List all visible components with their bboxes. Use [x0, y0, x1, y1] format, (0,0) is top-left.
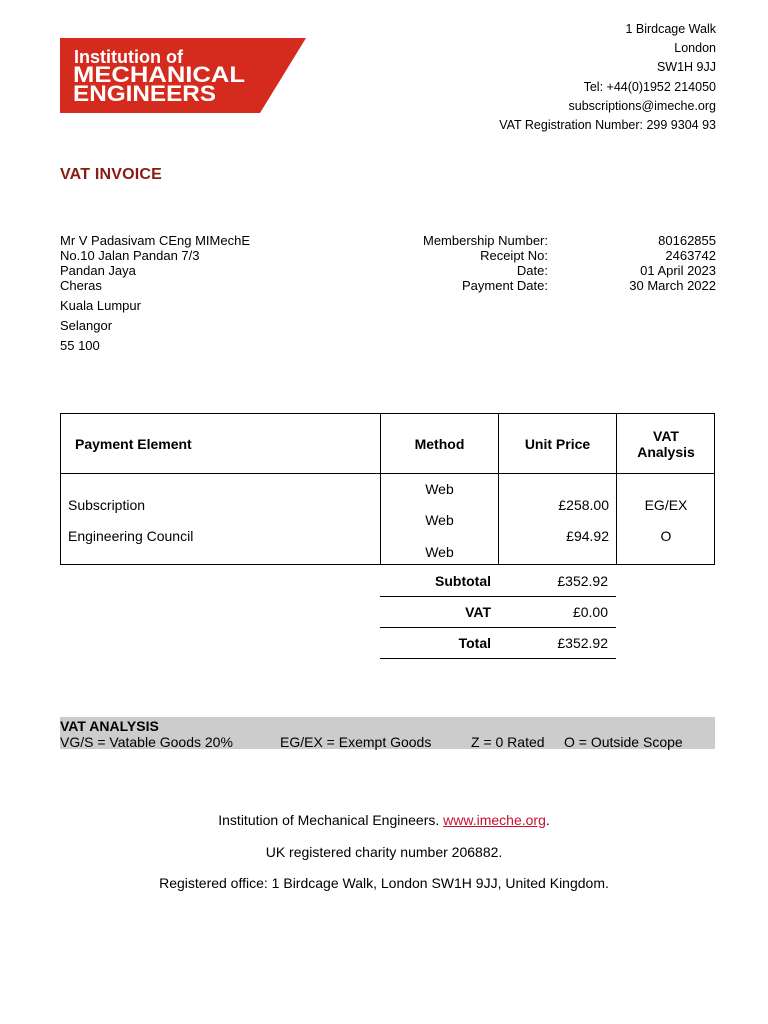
logo-line-1: Institution of	[74, 47, 183, 67]
vat-analysis-box	[60, 717, 715, 749]
meta-label: Receipt No:	[480, 248, 548, 263]
header-unit-price: Unit Price	[524, 435, 591, 452]
element-subscription: Subscription	[68, 497, 146, 513]
footer-line-1	[0, 812, 768, 844]
meta-label: Date:	[516, 263, 548, 278]
footer-charity: UK registered charity number 206882.	[265, 843, 503, 860]
customer-name: Mr V Padasivam CEng MIMechE	[60, 233, 251, 248]
invoice-meta	[400, 233, 716, 293]
imeche-logo	[60, 38, 306, 113]
footer-registered-office: Registered office: 1 Birdcage Walk, London SW1H 9JJ, United Kingdom.	[159, 875, 609, 891]
footer	[0, 812, 768, 907]
logo-line-3: ENGINEERS	[73, 81, 216, 106]
header-vat-analysis	[617, 414, 715, 473]
subtotal-value: £352.92	[557, 573, 608, 589]
vat-row	[380, 597, 616, 628]
total-value: £352.92	[557, 635, 608, 651]
customer-line: Pandan Jaya	[60, 263, 136, 278]
logo-line-2: MECHANICAL	[73, 62, 245, 87]
header-payment-element: Payment Element	[75, 435, 192, 452]
customer-line: Cheras	[60, 278, 102, 293]
address-postcode: SW1H 9JJ	[656, 60, 716, 75]
subtotal-label: Subtotal	[435, 573, 491, 589]
vat-analysis-title: VAT ANALYSIS	[60, 718, 159, 734]
receipt-number: 2463742	[665, 248, 716, 263]
vat-code-egex: EG/EX = Exempt Goods	[280, 734, 432, 750]
meta-label: Payment Date:	[462, 278, 548, 293]
vat-code-subscription: EG/EX	[644, 497, 688, 513]
website-link[interactable]: www.imeche.org	[443, 812, 546, 828]
customer-line: No.10 Jalan Pandan 7/3	[60, 248, 200, 263]
invoice-title: VAT INVOICE	[60, 166, 163, 183]
header-method: Method	[414, 435, 465, 452]
meta-row-membership	[400, 233, 716, 248]
invoice-date: 01 April 2023	[640, 263, 716, 278]
customer-address	[60, 233, 250, 353]
unit-price-subscription: £258.00	[558, 497, 609, 513]
address-city: London	[674, 41, 716, 56]
address-street: 1 Birdcage Walk	[625, 22, 716, 36]
vat-code-engineering-council: O	[660, 528, 672, 544]
vat-registration: VAT Registration Number: 299 9304 93	[499, 118, 716, 133]
header-vat-line-2: Analysis	[637, 443, 695, 460]
vat-value: £0.00	[572, 604, 608, 620]
meta-row-payment-date	[400, 278, 716, 293]
footer-org-name: Institution of Mechanical Engineers.	[218, 812, 444, 828]
method-cell: Web	[425, 481, 454, 497]
customer-line: 55 100	[60, 338, 100, 353]
customer-line: Selangor	[60, 318, 113, 333]
header-vat-line-1: VAT	[653, 427, 679, 444]
address-tel: Tel: +44(0)1952 214050	[583, 79, 716, 94]
meta-row-receipt	[400, 248, 716, 263]
element-engineering-council: Engineering Council	[68, 528, 194, 544]
total-row	[380, 628, 616, 659]
logo-graphic	[60, 38, 306, 113]
customer-line: Kuala Lumpur	[60, 298, 141, 313]
vat-code-vgs: VG/S = Vatable Goods 20%	[60, 734, 233, 750]
sender-address	[499, 20, 716, 135]
footer-punct: .	[545, 812, 550, 828]
method-cell: Web	[425, 544, 454, 560]
method-cell: Web	[425, 512, 454, 528]
meta-label: Membership Number:	[423, 233, 548, 248]
meta-row-date	[400, 263, 716, 278]
subtotal-row	[380, 566, 616, 597]
vat-label: VAT	[465, 604, 491, 620]
payment-date: 30 March 2022	[629, 278, 716, 293]
unit-price-engineering-council: £94.92	[566, 528, 609, 544]
table-header-divider	[61, 473, 714, 474]
vat-code-z: Z = 0 Rated	[471, 734, 545, 750]
totals-block	[380, 566, 616, 659]
total-label: Total	[458, 635, 491, 651]
payment-table	[60, 413, 715, 565]
vat-code-o: O = Outside Scope	[564, 734, 683, 750]
membership-number: 80162855	[658, 233, 716, 248]
address-email: subscriptions@imeche.org	[568, 98, 716, 113]
